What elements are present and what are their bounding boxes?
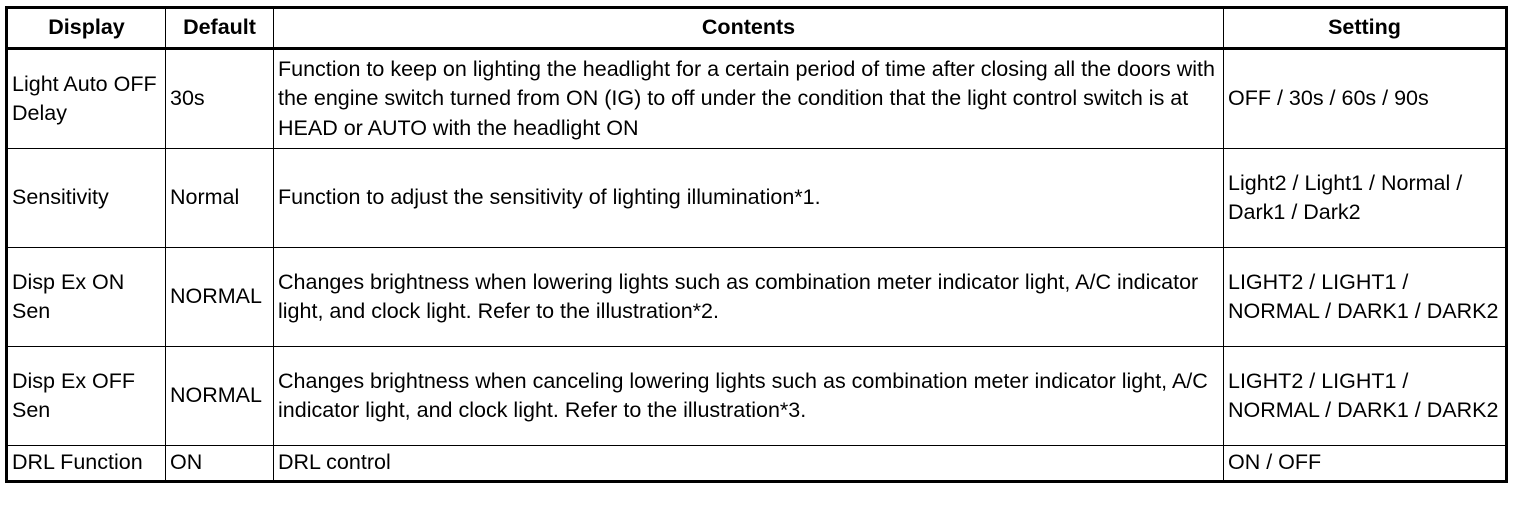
cell-display: Disp Ex OFF Sen (7, 347, 166, 446)
table-row (7, 347, 1507, 446)
table-header (7, 8, 1507, 49)
table-row (7, 248, 1507, 347)
header-row (7, 8, 1507, 49)
cell-default: Normal (166, 149, 274, 248)
cell-setting: Light2 / Light1 / Normal / Dark1 / Dark2 (1224, 149, 1507, 248)
cell-display: DRL Function (7, 446, 166, 482)
cell-setting: LIGHT2 / LIGHT1 / NORMAL / DARK1 / DARK2 (1224, 248, 1507, 347)
cell-contents: Function to adjust the sensitivity of lighting illumination*1. (274, 149, 1224, 248)
header-display: Display (7, 8, 166, 49)
cell-contents: Changes brightness when canceling lowering lights such as combination meter indicator light, A/C indicator light, and clock light. Refer to the illustration*3. (274, 347, 1224, 446)
header-contents: Contents (274, 8, 1224, 49)
cell-default: 30s (166, 49, 274, 149)
cell-contents: Changes brightness when lowering lights such as combination meter indicator light, A/C indicator light, and clock light. Refer to the illustration*2. (274, 248, 1224, 347)
settings-table-container (5, 6, 1508, 483)
cell-contents: DRL control (274, 446, 1224, 482)
header-setting: Setting (1224, 8, 1507, 49)
cell-display: Disp Ex ON Sen (7, 248, 166, 347)
settings-table (5, 6, 1508, 483)
cell-default: NORMAL (166, 248, 274, 347)
cell-setting: LIGHT2 / LIGHT1 / NORMAL / DARK1 / DARK2 (1224, 347, 1507, 446)
cell-default: NORMAL (166, 347, 274, 446)
cell-display: Sensitivity (7, 149, 166, 248)
cell-setting: OFF / 30s / 60s / 90s (1224, 49, 1507, 149)
table-row (7, 446, 1507, 482)
table-body (7, 49, 1507, 482)
cell-default: ON (166, 446, 274, 482)
cell-display: Light Auto OFF Delay (7, 49, 166, 149)
table-row (7, 149, 1507, 248)
table-row (7, 49, 1507, 149)
cell-setting: ON / OFF (1224, 446, 1507, 482)
header-default: Default (166, 8, 274, 49)
cell-contents: Function to keep on lighting the headlight for a certain period of time after closing all the doors with the engine switch turned from ON (IG) to off under the condition that the light control switch is at HEAD or AUTO with the headlight ON (274, 49, 1224, 149)
